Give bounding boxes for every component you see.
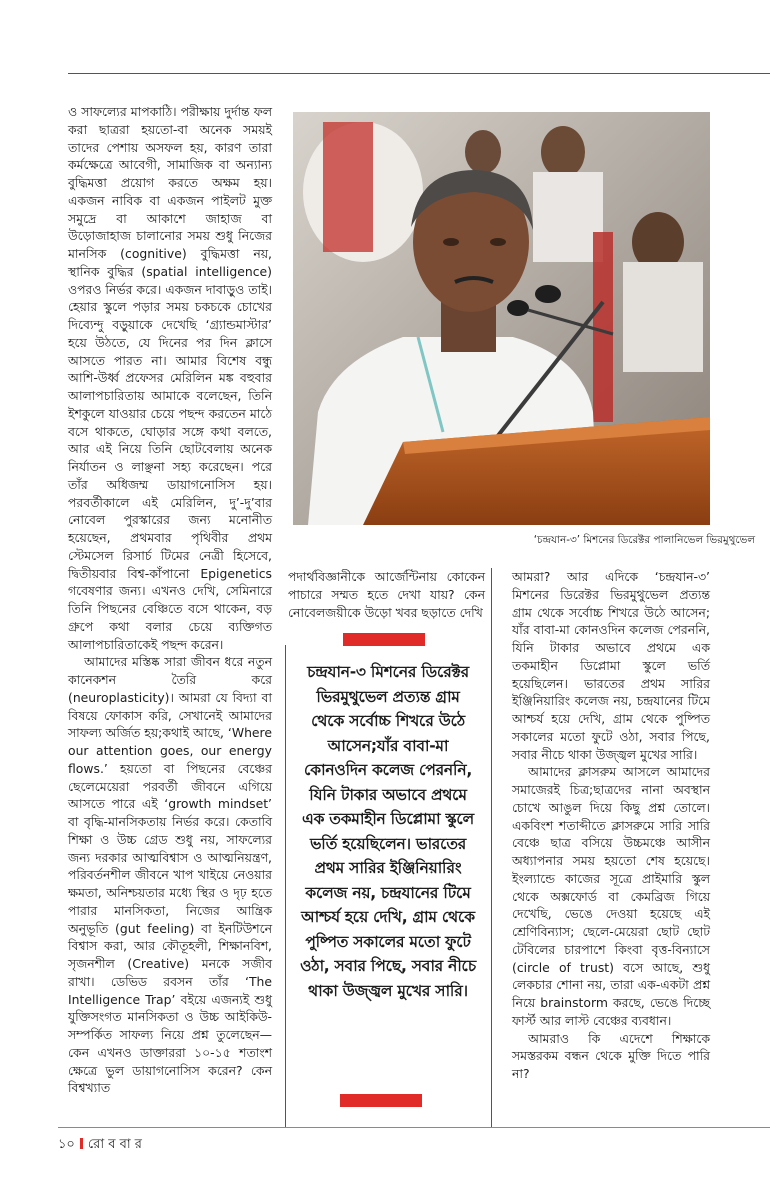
article-column-2-top [288,568,485,621]
column3-paragraph-3: আমরাও কি এদেশে শিক্ষাকে সমস্তরকম বন্ধন থেকে মুক্তি দিতে পারি না? [512,1030,710,1081]
photo-caption: ‘চন্দ্রযান-৩’ মিশনের ডিরেক্টর পালানিভেল ভিরমুথুভেল [533,534,755,546]
column2-paragraph: পদার্থবিজ্ঞানীকে আর্জেন্টিনায় কোকেন পাচারে সম্মত হতে দেখা যায়? কেন নোবেলজয়ীকে উড়ো খবর ছড়াতে দেখি [288,569,485,620]
speaker-photo-illustration [293,112,710,525]
bottom-rule [58,1127,770,1128]
column3-paragraph-1: আমরা? আর এদিকে ‘চন্দ্রযান-৩’ মিশনের ডিরেক্টর ভিরমুথুভেল প্রত্যন্ত গ্রাম থেকে সর্বোচ্চ শিখরে উঠে আসেন; যাঁর বাবা-মা কোনওদিন কলেজ পেরননি, যিনি টাকার অভাবে প্রথমে এক তকমাহীন ডিপ্লোমা স্কুলে ভর্তি হয়েছিলেন। ভারতের প্রথম সারির ইঞ্জিনিয়ারিং কলেজ নয়, চন্দ্রযানের টিমে আশ্চর্য হয়ে দেখি, গ্রাম থেকে পুষ্পিত সকালের মতো ফুটে ওঠা, সবার পিছে, সবার নীচে থাকা উজ্জ্বল মুখের সারি। [512,569,710,762]
footer-separator [80,1138,83,1149]
column-divider-left [285,645,286,1127]
article-column-1 [68,103,272,1097]
pull-quote-top-bar [343,633,425,646]
page-footer [58,1135,142,1156]
column-divider-right [491,568,492,1127]
top-rule [68,73,770,74]
column1-paragraph-2: আমাদের মস্তিষ্ক সারা জীবন ধরে নতুন কানেকশন তৈরি করে (neuroplasticity)। আমরা যে বিদ্যা বা বিষয়ে ফোকাস করি, সেখানেই আমাদের সাফল্য অর্জিত হয়;কথাই আছে, ‘Where our attention goes, our energy flows.’ হয়তো বা পিছনের বেঞ্চের ছেলেমেয়েরা পরবর্তী জীবনে এগিয়ে আসতে পারে এই ‘growth mindset’ বা বৃদ্ধি-মানসিকতায় নির্ভর করে। কেতাবি শিক্ষা ও উচ্চ গ্রেড শুধু নয়, সাফল্যের জন্য দরকার আত্মবিশ্বাস ও আত্মনিয়ন্ত্রণ, পরিবর্তনশীল জীবনে খাপ খাইয়ে নেওয়ার ক্ষমতা, অনিশ্চয়তার মধ্যে স্থির ও দৃঢ় হতে পারার মানসিকতা, নিজের আন্ত্রিক অনুভূতি (gut feeling) বা ইনটিউশনে বিশ্বাস করা, আর কৌতূহলী, শিক্ষানবিশ, সৃজনশীল (Creative) মনকে সজীব রাখা। ডেভিড রবসন তাঁর ‘The Intelligence Trap’ বইয়ে এজন্যই শুধু যুক্তিসংগত মানসিকতা ও উচ্চ আইকিউ-সম্পর্কিত সাফল্য নিয়ে প্রশ্ন তুলেছেন— কেন এখনও ডাক্তাররা ১০-১৫ শতাংশ ক্ষেত্রে ভুল ডায়াগনোসিস করেন? কেন বিশ্বখ্যাত [68,654,272,1096]
pull-quote: চন্দ্রযান-৩ মিশনের ডিরেক্টর ভিরমুথুভেল প্রত্যন্ত গ্রাম থেকে সর্বোচ্চ শিখরে উঠে আসেন;যাঁর বাবা-মা কোনওদিন কলেজ পেরননি, যিনি টাকার অভাবে প্রথমে এক তকমাহীন ডিপ্লোমা স্কুলে ভর্তি হয়েছিলেন। ভারতের প্রথম সারির ইঞ্জিনিয়ারিং কলেজ নয়, চন্দ্রযানের টিমে আশ্চর্য হয়ে দেখি, গ্রাম থেকে পুষ্পিত সকালের মতো ফুটে ওঠা, সবার পিছে, সবার নীচে থাকা উজ্জ্বল মুখের সারি। [300,663,476,1000]
article-photo [293,112,710,525]
article-column-3 [512,568,710,1083]
magazine-name: রো ব বা র [87,1137,142,1152]
column3-paragraph-2: আমাদের ক্লাসরুম আসলে আমাদের সমাজেরই চিত্র;ছাত্রদের নানা অবস্থান চোখে আঙুল দিয়ে কিছু প্রশ্ন তোলে। একবিংশ শতাব্দীতে ক্লাসরুমে সারি সারি বেঞ্চে ছাত্র বসিয়ে উচ্চমঞ্চে আসীন অধ্যাপনার সময় হয়তো শেষ হয়েছে। ইংল্যান্ডে কাজের সূত্রে প্রাইমারি স্কুল থেকে অক্সফোর্ড বা কেমব্রিজ গিয়ে দেখেছি, ভেঙে দেওয়া হয়েছে এই শ্রেণিবিন্যাস; ছেলে-মেয়েরা ছোট ছোট টেবিলের চারপাশে কিংবা বৃত্ত-বিন্যাসে (circle of trust) বসে আছে, শুধু লেকচার শোনা নয়, তারা এক-একটা প্রশ্ন নিয়ে brainstorm করছে, ভেঙে দিচ্ছে ফার্স্ট আর লাস্ট বেঞ্চের ব্যবধান। [512,764,710,1028]
pull-quote-bottom-bar [340,1094,422,1107]
page-number: ১০ [58,1137,75,1152]
column1-paragraph-1: ও সাফল্যের মাপকাঠি। পরীক্ষায় দুর্দান্ত ফল করা ছাত্ররা হয়তো-বা অনেক সময়ই তাদের পেশায় অসফল হয়, কারণ তারা কর্মক্ষেত্রে আবেগী, সামাজিক বা অন্যান্য বুদ্ধিমত্তা প্রয়োগ করতে অক্ষম হয়। একজন নাবিক বা একজন পাইলট মুক্ত সমুদ্রে বা আকাশে জাহাজ বা উড়োজাহাজ চালানোর সময় শুধু নিজের মানসিক (cognitive) বুদ্ধিমত্তা নয়, স্থানিক বুদ্ধির (spatial intelligence) ওপরও নির্ভর করে। একজন দাবাড়ুও তাই। হেয়ার স্কুলে পড়ার সময় চকচকে চোখের দিব্যেন্দু বড়ুয়াকে দেখেছি ‘গ্র্যান্ডমাস্টার’ হয়ে উঠতে, যে দিনের পর দিন ক্লাসে আসতে পারত না। আমার বিশেষ বন্ধু আশি-উর্ধ্ব প্রফেসর মেরিলিন মঙ্ক বহুবার আলাপচারিতায় আমাকে বলেছেন, তিনি ইশকুলে যাওয়ার চেয়ে পছন্দ করতেন মাঠে বসে থাকতে, ঘোড়ার সঙ্গে কথা বলতে, আর এই নিয়ে তিনি ছোটবেলায় অনেক নির্যাতন ও লাঞ্ছনা সহ্য করেছেন। পরে তাঁর অধিজম্ম ডায়াগনোসিস হয়। পরবর্তীকালে এই মেরিলিন, দু’-দু’বার নোবেল পুরস্কারের জন্য মনোনীত হয়েছেন, প্রথমবার পৃথিবীর প্রথম স্টেমসেল রিসার্চ টিমের নেত্রী হিসেবে, দ্বিতীয়বার বিশ্ব-কাঁপানো Epigenetics গবেষণার জন্য। এখনও দেখি, সেমিনারে তিনি পিছনের বেঞ্চিতে বসে থাকেন, বড় গ্রুপে কথা বলার চেয়ে ব্যক্তিগত আলাপচারিতাকেই পছন্দ করেন। [68,104,272,652]
